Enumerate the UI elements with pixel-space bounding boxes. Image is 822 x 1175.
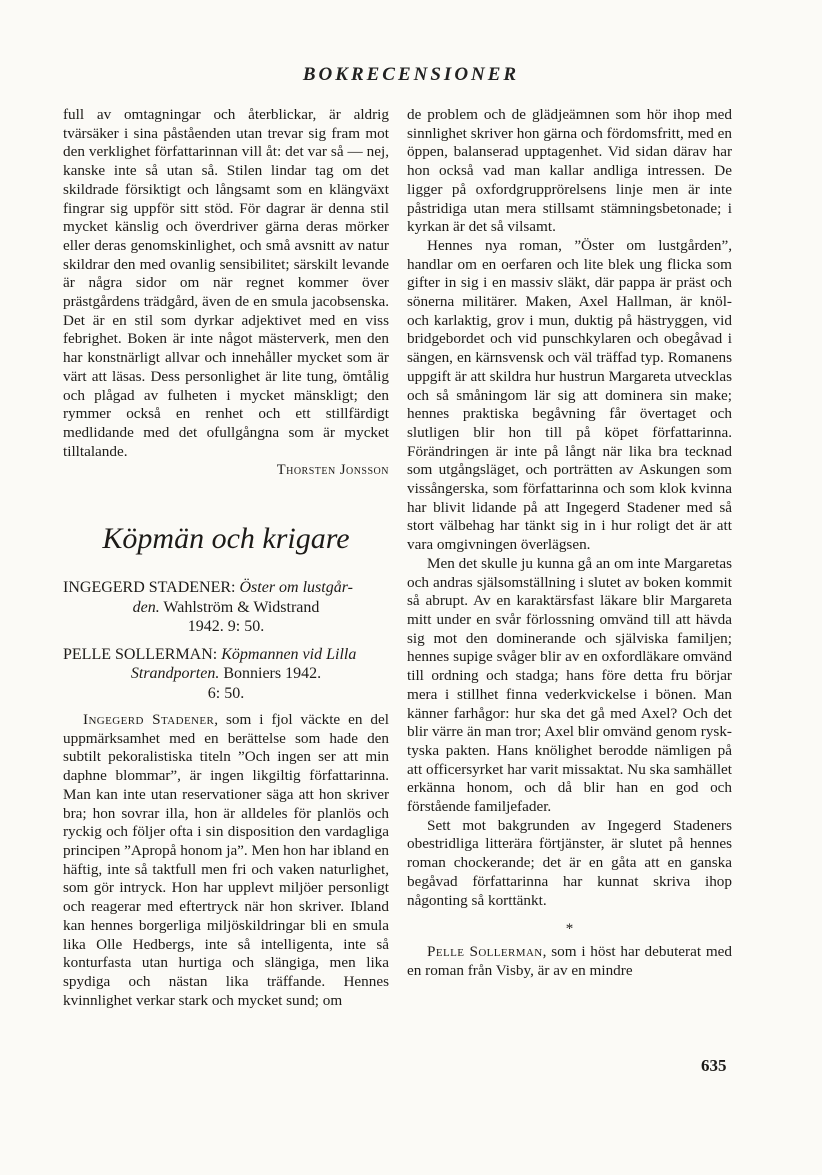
section-separator: *: [565, 921, 574, 938]
book-2-price: 6: 50.: [207, 684, 245, 702]
book-2-publisher: Bonniers 1942.: [223, 665, 322, 683]
right-paragraph-1: de problem och de glädjeämnen som hör ihop med sinnlighet skriver hon gärna och fördomsfritt, med en öppen, balanserad upptagenhet. Vid sidan därav har hon också vad man kallar andliga intressen. De ligger på oxfordgrupprörelsens linje men är inte påstridiga utan mera stillsamt stämningsbetonade; i kyrkan är det så vilsamt.: [407, 106, 732, 236]
book-2-continuation: [63, 664, 389, 684]
book-1-title-a: Öster om lustgår-: [239, 579, 353, 597]
book-entry-2: [63, 645, 389, 704]
left-paragraph-2: [63, 711, 389, 1010]
right-column: [407, 106, 732, 980]
left-paragraph-2-text: , som i fjol väckte en del uppmärksamhet med en berättelse som hade den subtilt pekoralistiska titeln ”Och ingen ser att min daphne blommar”, är ingen likgiltig författarinna. Man kan inte utan reservationer säga att hon skriver bra; hon sovrar illa, hon är alldeles för planlös och ryckig och följer ofta i sin disposition den vardagliga principen ”Apropå honom ja”. Men hon har ibland en häftig, inte så taktfull men fri och vaken naturlighet, som gör intryck. Hon har upplevt miljöer personligt och reagerar med eftertryck när hon skriver. Ibland kan hennes borgerliga miljöskildringar bli en smula lika Olle Hedbergs, inte så intelligenta, inte så konturfasta utan hurtiga och slängiga, men lika spydiga och nästan lika träffande. Hennes kvinnlighet verkar stark och mycket sund; om: [63, 711, 390, 1009]
running-header: BOKRECENSIONER: [302, 64, 520, 85]
page-number: 635: [701, 1056, 727, 1075]
left-paragraph-1: full av omtagningar och återblickar, är aldrig tvärsäker i sina påståenden utan trevar sig fram mot den verklighet författarinnan vill åt: det var så — nej, kanske inte så utan så. Stilen lindar tag om det skildrade försiktigt och långsamt som en klängväxt fingrar sig uppför sitt stöd. För dagrar är denna stil mycket känslig och överdriver gärna deras mörker eller deras genomskinlighet, och små avsnitt av natur skildrar den med ovanlig sensibilitet; särskilt levande är några sidor om när regnet kommer över prästgårdens trädgård, även de en smula jacobsenska. Det är en stil som dyrkar adjektivet med en viss febrighet. Boken är inte något mästerverk, men den har konstnärligt allvar och innehåller mycket som är värt att läsas. Dess personlighet är lite tung, ömtålig och plågad av fulheten i mycket mänskligt; den rymmer också en renhet och ett stillfärdigt medlidande med det ofullgångna som är mycket tilltalande.: [63, 106, 389, 460]
right-paragraph-5-text: , som i höst har debuterat med en roman från Visby, är av en mindre: [407, 942, 732, 979]
book-1-continuation: [63, 598, 389, 618]
book-1-year-price: 1942. 9: 50.: [187, 618, 265, 636]
book-1-author: INGEGERD STADENER:: [63, 579, 236, 597]
left-column: [63, 106, 389, 1010]
reviewer-signature: Thorsten Jonsson: [276, 462, 389, 479]
review-title: Köpmän och krigare: [102, 522, 350, 556]
book-entry-1: [63, 578, 389, 637]
author-name-stadener: Ingegerd Stadener: [83, 711, 215, 729]
right-paragraph-3: Men det skulle ju kunna gå an om inte Margaretas och andras själsomställning i slutet av boken kommit så abrupt. Av en karaktärsfast läkare blir Margareta mitt under en svår förlossning omvänd till att hävda sig mot den dominerande och själviska familjen; hennes supige svåger blir av en oxfordläkare omvänd till ordning och stadga; hans före detta fru börjar mera i stillhet finna vederkvickelse i bönen. Man känner farhågor: hur ska det gå med Axel? Och det blir värre än man tror; Axel blir omvänd genom rysk-tyska pakten. Hans knölighet berodde nämligen på att officersyrket har varit missaktat. Nu ska samhället erkänna honom, och då blir han en god och förstående familjefader.: [407, 554, 732, 816]
book-2-title-b: Strandporten.: [130, 665, 220, 683]
right-paragraph-4: Sett mot bakgrunden av Ingegerd Stadeners obestridliga litterära förtjänster, är slutet på hennes roman chockerande; det är en gåta att en ganska begåvad författarinna har kunnat skriva ihop någonting så korttänkt.: [407, 816, 732, 909]
book-1-title-b: den.: [132, 598, 160, 616]
book-1-publisher: Wahlström & Widstrand: [163, 598, 320, 616]
right-paragraph-2: Hennes nya roman, ”Öster om lustgården”, handlar om en oerfaren och lite blek ung flicka som gifter in sig i en massiv släkt, där pappa är präst och sönerna militärer. Maken, Axel Hallman, är knöl- och karlaktig, grov i mun, duktig på hästryggen, vid bridgebordet och vid punschkylaren och obegåvad i sängen, en kärnsvensk och väl träffad typ. Romanens uppgift är att skildra hur hustrun Margareta utvecklas och så småningom lär sig att dominera sin make; hennes praktiska begåvning får övertaget och slutligen blir hon till på köpet författarinna. Förändringen är inte på långt när lika bra tecknad som utgångsläget, och porträtten av Askungen som vissångerska, som författarinna och som klok kvinna har blivit lidande på att Ingegerd Stadener med så stort välbehag har tänkt sig in i hur roligt det är att vara omgivningen överlägsen.: [407, 236, 732, 554]
right-paragraph-5: [407, 943, 732, 980]
author-name-sollerman: Pelle Sollerman: [427, 942, 543, 960]
book-2-author: PELLE SOLLERMAN:: [63, 645, 218, 663]
book-2-title-a: Köpmannen vid Lilla: [221, 645, 357, 663]
